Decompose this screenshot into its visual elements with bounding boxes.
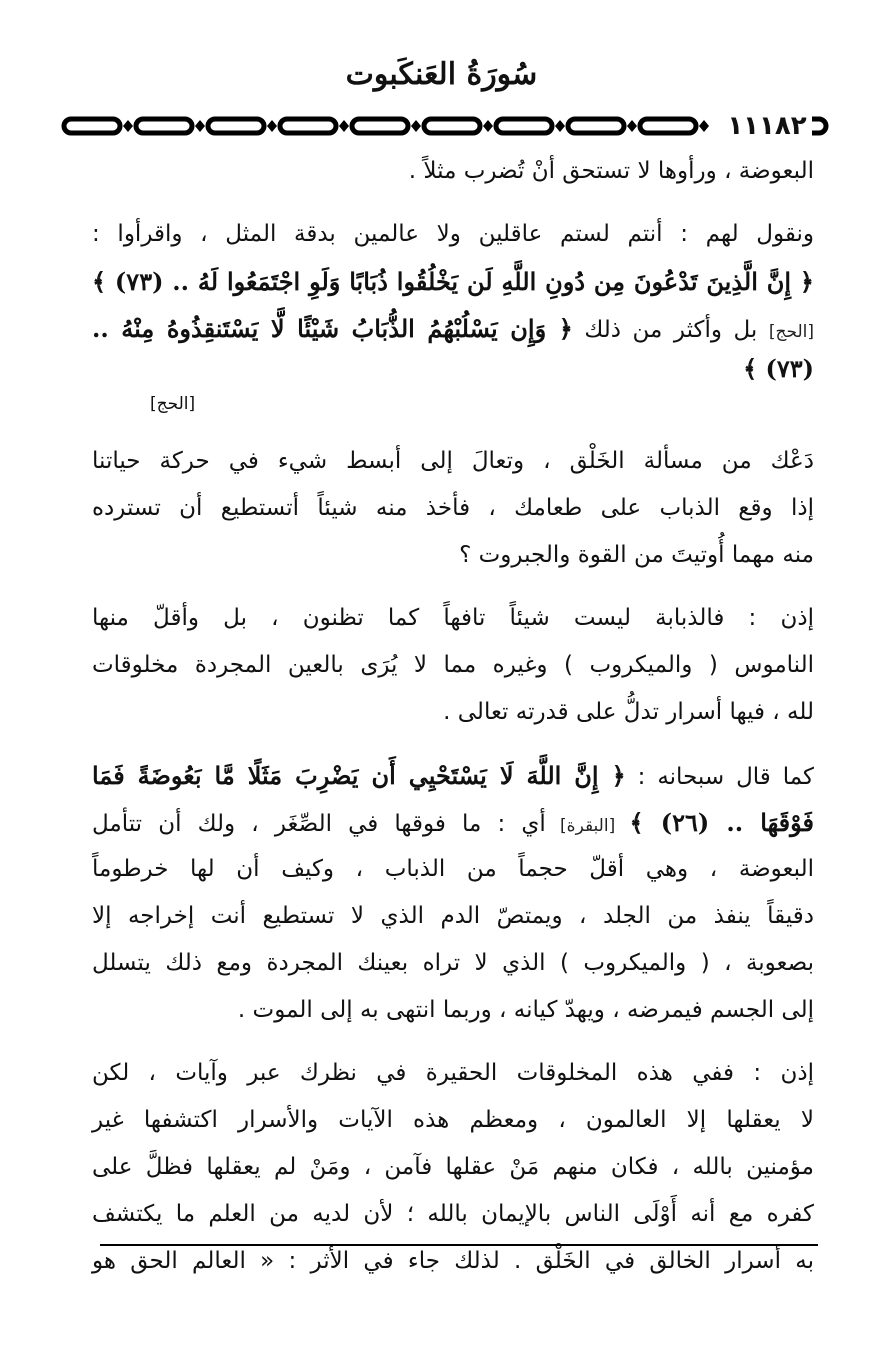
text-line: منه مهما أُوتيتَ من القوة والجبروت ؟ [459, 542, 814, 568]
surah-title: سُورَةُ العَنكَبوت [345, 57, 538, 92]
text-line [92, 258, 814, 305]
text-line: إذن : ففي هذه المخلوقات الحقيرة في نظرك عبر وآيات ، لكن [92, 1060, 814, 1086]
text-line [92, 305, 814, 352]
page-number: ١١١٨٢ [722, 108, 812, 144]
text-line: مؤمنين بالله ، فكان منهم مَنْ عقلها فآمن ، ومَنْ لم يعقلها فظلَّ على [92, 1154, 814, 1180]
text-line [92, 352, 814, 386]
text-line: بصعوبة ، ( والميكروب ) الذي لا تراه بعينك المجردة ومع ذلك يتسلل [92, 950, 814, 976]
footnote-divider [100, 1244, 818, 1246]
text-line: لله ، فيها أسرار تدلُّ على قدرته تعالى . [443, 699, 814, 725]
text-line: إذا وقع الذباب على طعامك ، فأخذ منه شيئاً أتستطيع أن تسترده [92, 495, 814, 521]
text-line: به أسرار الخالق في الخَلْق . لذلك جاء في الأثر : « العالم الحق هو [92, 1248, 814, 1274]
quran-verse: ﴿ إِنَّ اللَّهَ لَا يَسْتَحْيِي أَن يَضْرِبَ مَثَلًا مَّا بَعُوضَةً فَمَا [92, 761, 626, 790]
text-line: لا يعقلها إلا العالمون ، ومعظم هذه الآيات والأسرار اكتشفها غير [92, 1107, 814, 1133]
text-line: البعوضة ، ورأوها لا تستحق أنْ تُضرب مثلاً . [408, 158, 814, 184]
page-body [92, 148, 814, 1285]
text-line: إلى الجسم فيمرضه ، ويهدّ كيانه ، وربما انتهى به إلى الموت . [237, 997, 814, 1023]
text-line [92, 752, 814, 799]
text-line: دَعْك من مسألة الخَلْق ، وتعالَ إلى أبسط شيء في حركة حياتنا [92, 448, 814, 474]
quran-verse: (٧٣) ﴾ [743, 354, 814, 383]
text-line [92, 799, 814, 846]
verse-reference: [البقرة] [545, 816, 630, 836]
text-line: ونقول لهم : أنتم لستم عاقلين ولا عالمين بدقة المثل ، واقرأوا : [92, 221, 814, 247]
text-segment: بل وأكثر من ذلك [572, 317, 769, 343]
text-line: الناموس ( والميكروب ) وغيره مما لا يُرَى بالعين المجردة مخلوقات [92, 652, 814, 678]
decorative-chain-border [60, 108, 830, 144]
verse-reference: [الحج] [768, 322, 814, 342]
text-line: البعوضة ، وهي أقلّ حجماً من الذباب ، وكيف أن لها خرطوماً [92, 856, 814, 882]
quran-verse: فَوْقَهَا .. (٢٦) ﴾ [629, 808, 814, 837]
text-segment: أي : ما فوقها في الصِّغَر ، ولك أن تتأمل [92, 811, 546, 837]
text-segment: كما قال سبحانه : [625, 764, 815, 790]
quran-verse: ﴿ وَإِن يَسْلُبْهُمُ الذُّبَابُ شَيْئًا لَّا يَسْتَنقِذُوهُ مِنْهُ .. [92, 314, 573, 343]
text-line: دقيقاً ينفذ من الجلد ، ويمتصّ الدم الذي لا تستطيع أنت إخراجه إلا [92, 903, 814, 929]
verse-reference: [الحج] [150, 394, 196, 414]
text-line: إذن : فالذبابة ليست شيئاً تافهاً كما تظنون ، بل وأقلّ منها [92, 605, 814, 631]
text-line: كفره مع أنه أَوْلَى الناس بالإيمان بالله ؛ لأن لديه من العلم ما يكتشف [92, 1201, 814, 1227]
quran-verse: ﴿ إِنَّ الَّذِينَ تَدْعُونَ مِن دُونِ اللَّهِ لَن يَخْلُقُوا ذُبَابًا وَلَوِ اجْتَمَعُوا لَهُ .. (٧٣) ﴾ [92, 267, 814, 296]
